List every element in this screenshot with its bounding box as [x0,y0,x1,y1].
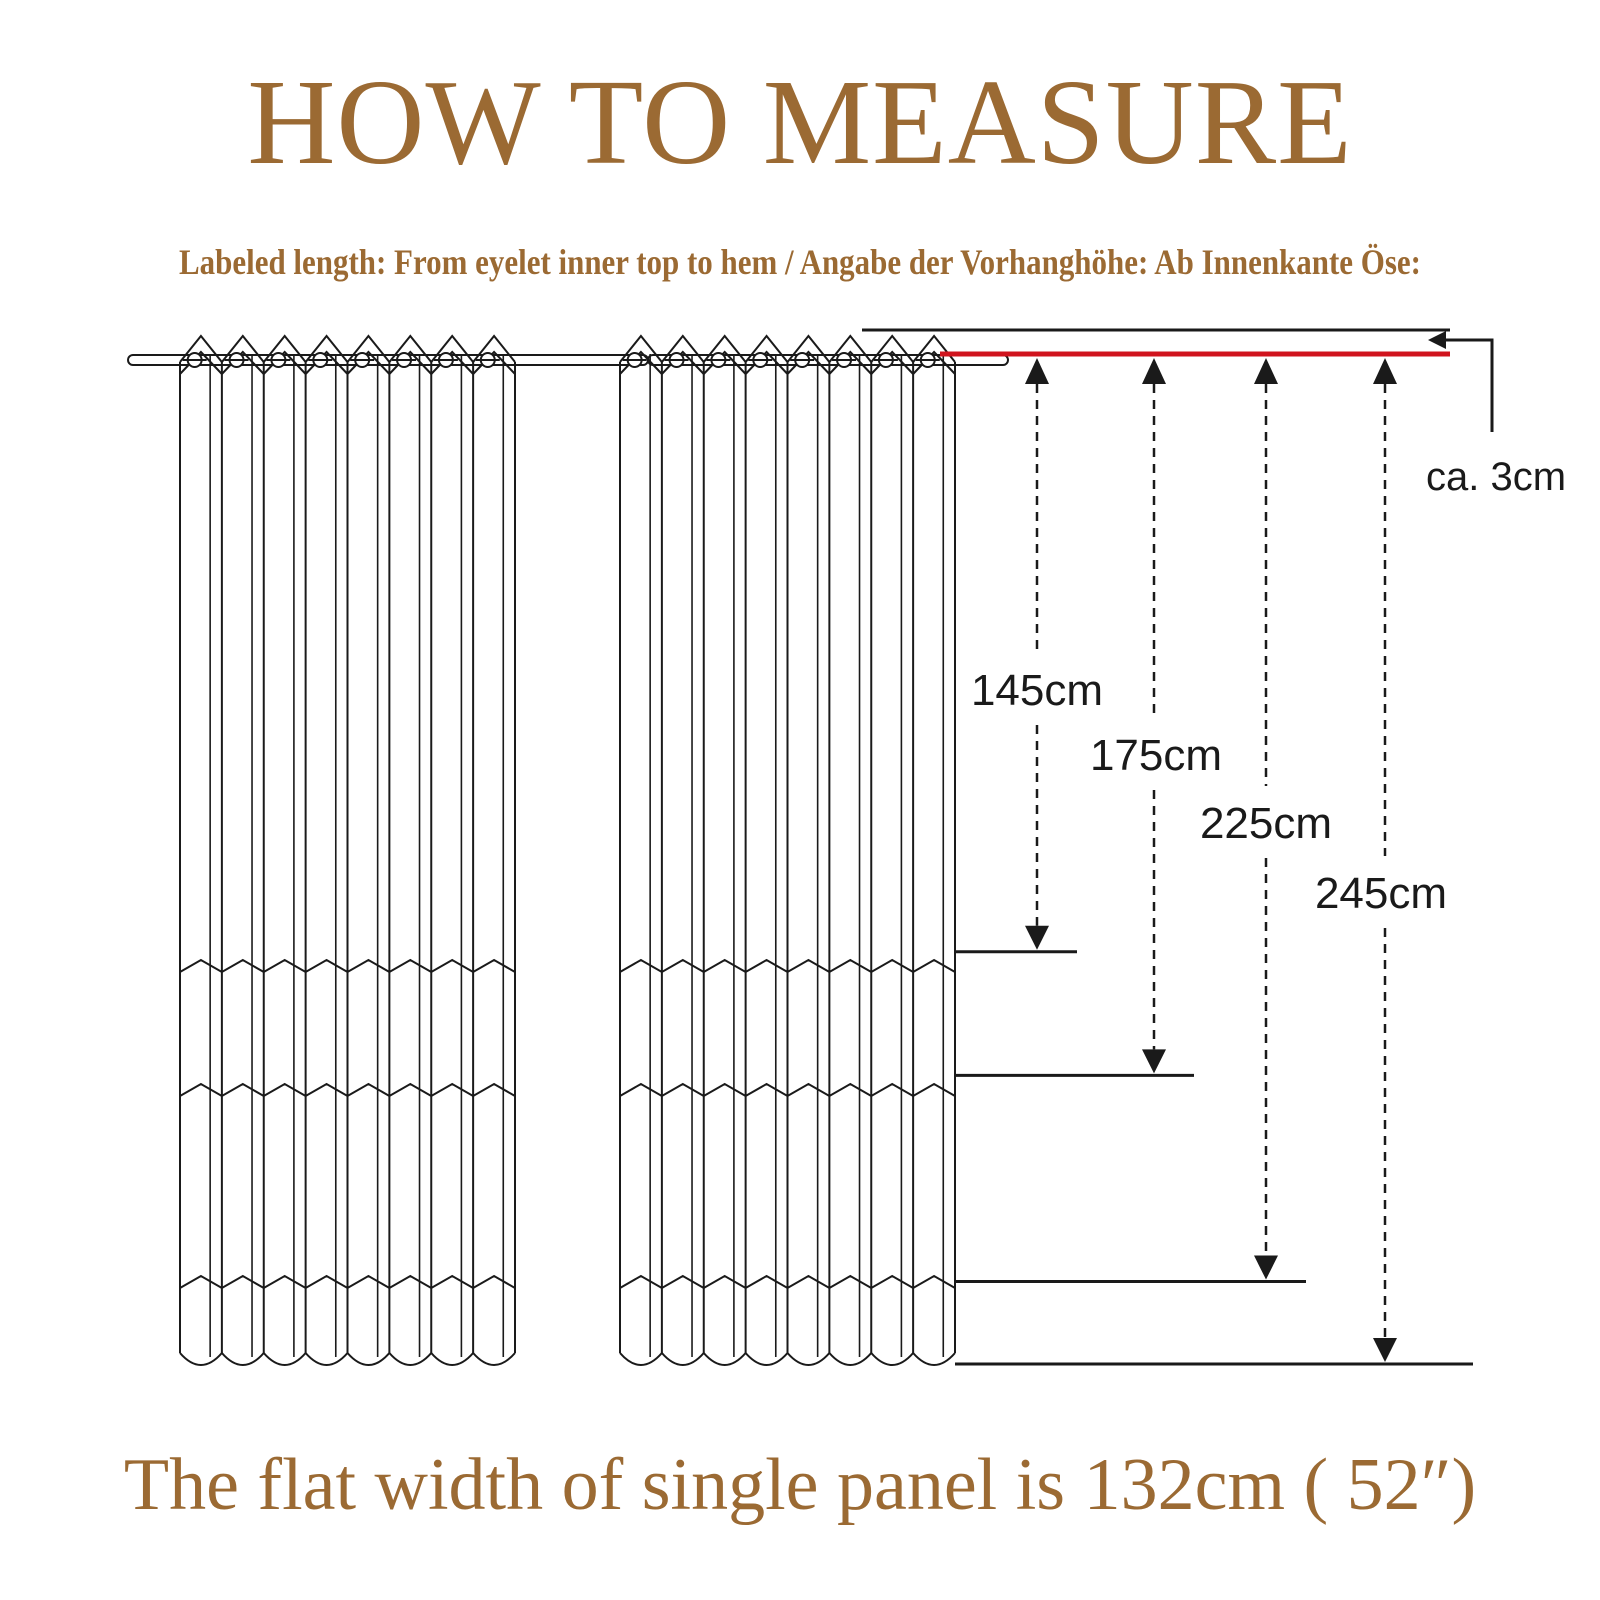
measure-label-175: 175cm [1089,731,1223,780]
page-title: HOW TO MEASURE [247,55,1353,190]
arrow-up-245 [1373,358,1397,384]
offset-arrowhead [1428,331,1446,349]
arrow-down-245 [1373,1338,1397,1362]
measurement-lines [862,330,1492,1364]
subtitle: Labeled length: From eyelet inner top to hem / Angabe der Vorhanghöhe: Ab Innenkante Öse: [179,242,1421,282]
panel-width-note: The flat width of single panel is 132cm ( 52″) [123,1444,1477,1526]
arrow-down-225 [1254,1256,1278,1280]
arrow-up-175 [1142,358,1166,384]
measure-label-225: 225cm [1199,799,1333,848]
arrow-down-175 [1142,1049,1166,1073]
curtain-panel-left [180,336,515,1365]
arrow-up-145 [1025,358,1049,384]
offset-label: ca. 3cm [1425,455,1567,499]
curtain-panel-right [620,336,955,1365]
panel-hem [620,1353,955,1365]
panel-hem [180,1353,515,1365]
arrow-up-225 [1254,358,1278,384]
measure-label-145: 145cm [970,666,1104,715]
measure-label-245: 245cm [1314,869,1448,918]
arrow-down-145 [1025,926,1049,950]
